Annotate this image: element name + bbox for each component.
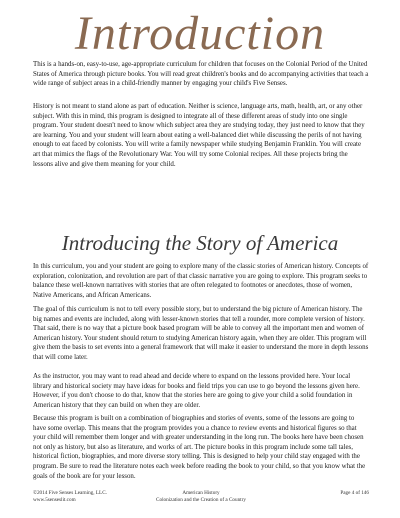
section-paragraph-3: As the instructor, you may want to read ahead and decide where to expand on the lessons provided here. Your local library and historical society may have ideas for books and field trips you can use to go beyond the lessons given here. However, if you don't choose to do that, know that the stories here are going to give your child a solid foundation in American history that they can build on when they are older. [33,373,360,409]
footer-course-subtitle: Colonization and the Creation of a Country [156,496,246,503]
section-paragraph-1: In this curriculum, you and your student are going to explore many of the classic stories of American history. Concepts of exploration, colonization, and revolution are part of that classic narrative you are going to explore. This program seeks to balance these well-known narratives with stories that are often relegated to footnotes or anecdotes, those of women, Native Americans, and African Americans. [33,263,369,299]
section-paragraph-4: Because this program is built on a combination of biographies and stories of events, some of the lessons are going to have some overlap. This means that the program provides you a chance to review events and historical figures so that your child will remember them longer and with greater understanding in the long run. The books here have been chosen not only as history, but also as literature, and works of art. The picture books in this program include some tall tales, historical fiction, biographies, and more diverse story telling. This is designed to help your child stay engaged with the program. Be sure to read the literature notes each week before reading the book to your child, so that you know what the goals of the book are for your lesson. [33,415,366,480]
footer-course-name: American History [182,490,220,496]
footer-page-number: Page 4 of 146 [340,490,369,496]
page-title: Introduction [74,7,326,60]
footer-center [143,490,259,503]
footer-left [33,490,143,503]
footer-copyright: ©2014 Five Senses Learning, LLC. [33,490,107,496]
section-heading: Introducing the Story of America [61,231,339,255]
intro-paragraph-2: History is not meant to stand alone as part of education. Neither is science, language arts, math, health, art, or any other subject. With this in mind, this program is designed to integrate all of these different areas of study into one single program. Your student doesn't need to know which subject area they are studying today, they just need to know that they are learning. You and your student will learn about eating a well-balanced diet while discussing the perils of not having enough to eat faced by colonists. You will write a family newspaper while studying Benjamin Franklin. You will create art that mimics the flags of the Revolutionary War. You will try some Colonial recipes. All these projects bring the lessons alive and give them meaning for your child. [33,103,365,168]
section-paragraph-2: The goal of this curriculum is not to tell every possible story, but to understand the big picture of American history. The big names and events are included, along with lesser-known stories that tell a rounder, more complete version of history. That said, there is no way that a picture book based program will be able to convey all the important men and women of American history. Your student should return to studying American history again, when they are older. This program will give them the basis to set events into a general framework that will make it easier to understand the more in depth lessons that will come later. [33,306,369,361]
intro-paragraph-1: This is a hands-on, easy-to-use, age-appropriate curriculum for children that focuses on the Colonial Period of the United States of America through picture books. You will read great children's books and do accompanying activities that teach a wide range of subject areas in a child-friendly manner by engaging your child's Five Senses. [33,61,369,88]
footer-website: www.5senseslit.com [33,496,76,503]
